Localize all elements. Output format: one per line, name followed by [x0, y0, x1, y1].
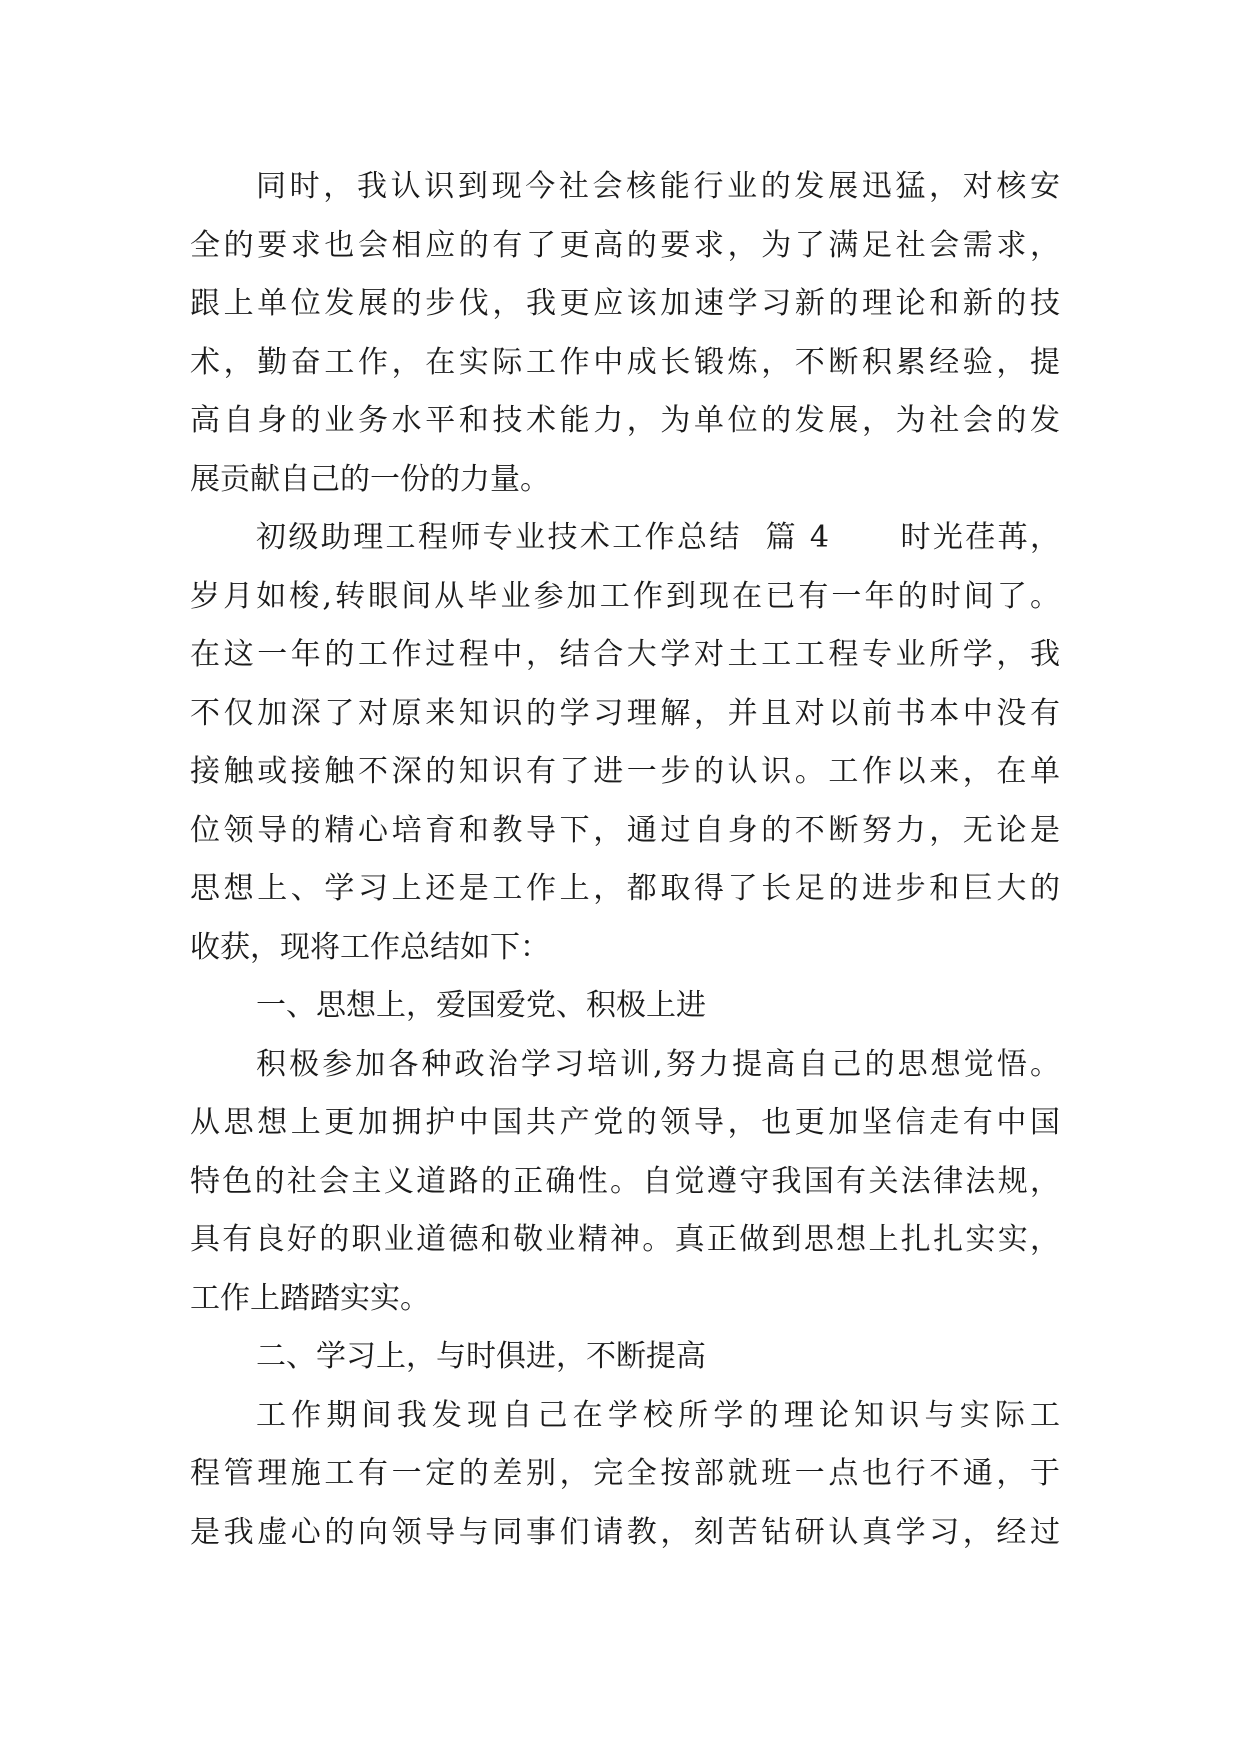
text-line: 跟上单位发展的步伐，我更应该加速学习新的理论和新的技	[190, 286, 1060, 321]
text-line: 同时，我认识到现今社会核能行业的发展迅猛，对核安	[256, 169, 1060, 204]
text-line: 具有良好的职业道德和敬业精神。真正做到思想上扎扎实实，	[190, 1222, 1060, 1257]
text-line: 是我虚心的向领导与同事们请教，刻苦钻研认真学习，经过	[190, 1515, 1060, 1550]
text-line: 工作期间我发现自己在学校所学的理论知识与实际工	[256, 1398, 1060, 1433]
text-line: 在这一年的工作过程中，结合大学对土工工程专业所学，我	[190, 637, 1060, 672]
text-line: 位领导的精心培育和教导下，通过自身的不断努力，无论是	[190, 813, 1060, 848]
text-line: 思想上、学习上还是工作上，都取得了长足的进步和巨大的	[190, 871, 1060, 906]
text-line: 术，勤奋工作，在实际工作中成长锻炼，不断积累经验，提	[190, 345, 1060, 380]
section-heading-line: 初级助理工程师专业技术工作总结 篇 4 时光荏苒，	[256, 520, 1060, 555]
text-line: 展贡献自己的一份的力量。	[190, 462, 550, 497]
text-line: 工作上踏踏实实。	[190, 1281, 430, 1316]
subheading-line: 一、思想上，爱国爱党、积极上进	[256, 988, 706, 1023]
text-line: 全的要求也会相应的有了更高的要求，为了满足社会需求，	[190, 228, 1060, 263]
subheading-line: 二、学习上，与时俱进，不断提高	[256, 1339, 706, 1374]
text-line: 高自身的业务水平和技术能力，为单位的发展，为社会的发	[190, 403, 1060, 438]
text-line: 收获，现将工作总结如下：	[190, 930, 550, 965]
text-line: 程管理施工有一定的差别，完全按部就班一点也行不通，于	[190, 1456, 1060, 1491]
text-line: 从思想上更加拥护中国共产党的领导，也更加坚信走有中国	[190, 1105, 1060, 1140]
text-line: 不仅加深了对原来知识的学习理解，并且对以前书本中没有	[190, 696, 1060, 731]
text-line: 积极参加各种政治学习培训,努力提高自己的思想觉悟。	[256, 1047, 1060, 1082]
text-line: 接触或接触不深的知识有了进一步的认识。工作以来，在单	[190, 754, 1060, 789]
text-line: 特色的社会主义道路的正确性。自觉遵守我国有关法律法规，	[190, 1164, 1060, 1199]
text-line: 岁月如梭,转眼间从毕业参加工作到现在已有一年的时间了。	[190, 579, 1060, 614]
